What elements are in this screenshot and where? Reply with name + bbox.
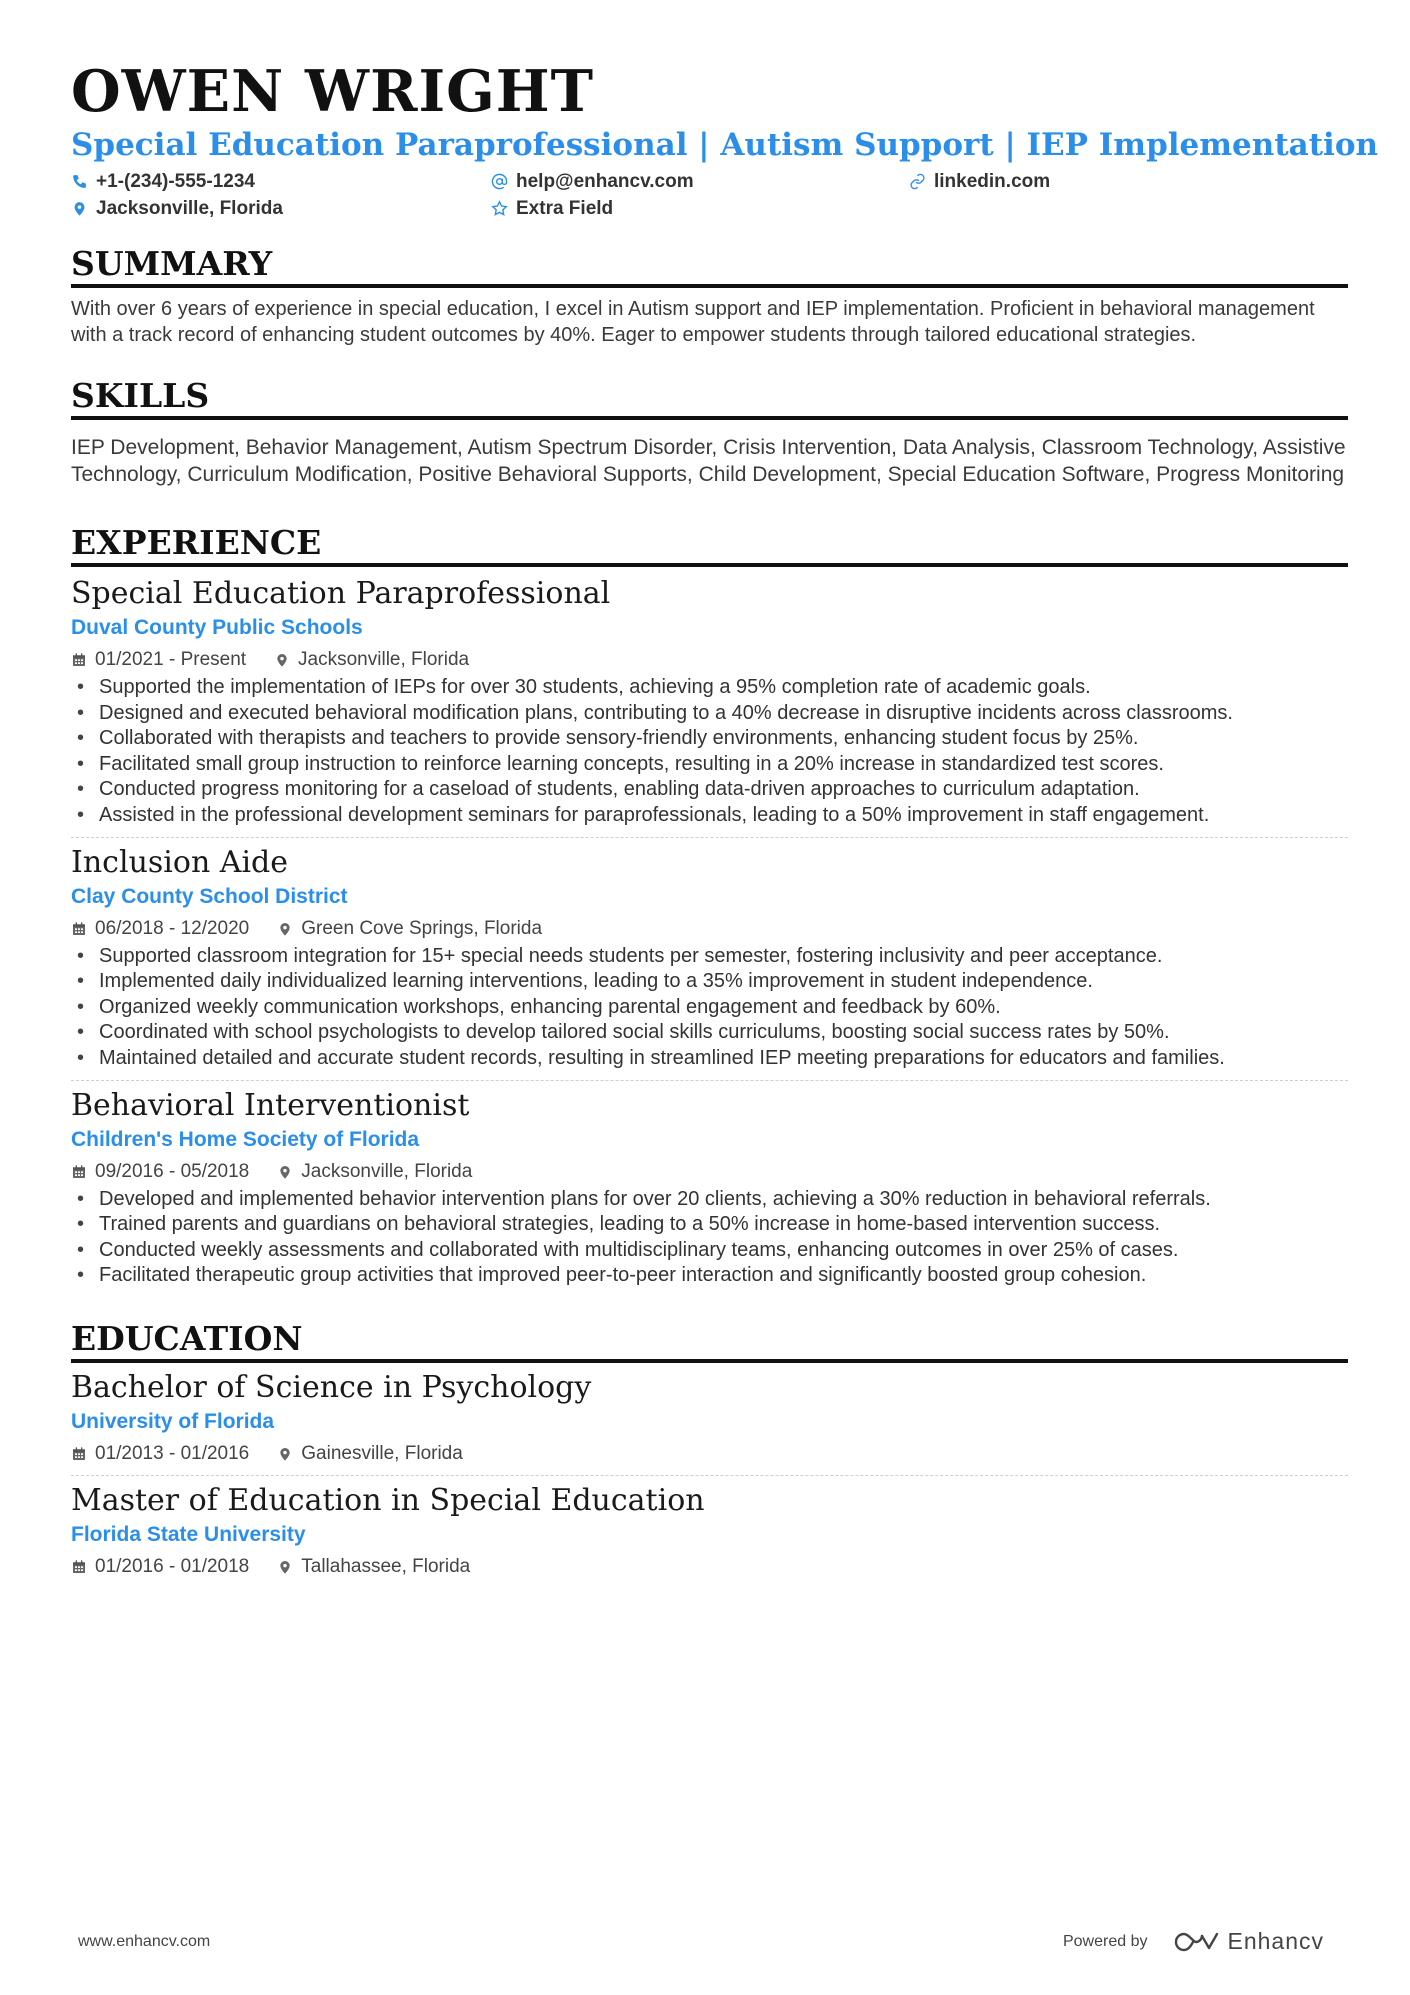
job-bullet: • Organized weekly communication workshops, enhancing parental engagement and feedback by 60%. <box>71 995 1348 1021</box>
powered-by <box>1063 1928 1324 1955</box>
enhancv-logo-icon <box>1173 1930 1219 1954</box>
job-location-text: Jacksonville, Florida <box>301 1160 473 1182</box>
education-meta <box>71 1441 1348 1467</box>
contact-extra <box>491 197 909 220</box>
job-dates <box>71 916 249 942</box>
job-bullets <box>71 944 1348 1072</box>
job-location <box>274 647 469 673</box>
job-bullet: • Supported the implementation of IEPs for over 30 students, achieving a 95% completion rate of academic goals. <box>71 675 1348 701</box>
location-pin-icon <box>277 921 293 937</box>
contact-email[interactable] <box>491 170 909 193</box>
contact-linkedin[interactable] <box>909 170 1209 193</box>
linkedin-text: linkedin.com <box>934 171 1051 192</box>
job-bullet: • Implemented daily individualized learning interventions, leading to a 35% improvement in student independence. <box>71 969 1348 995</box>
experience-section <box>71 523 1348 1289</box>
experience-entry <box>71 575 1348 838</box>
brand-name: Enhancv <box>1227 1928 1324 1954</box>
location-pin-icon <box>277 1446 293 1462</box>
education-meta <box>71 1554 1348 1580</box>
calendar-icon <box>71 1446 87 1462</box>
job-dates <box>71 1159 249 1185</box>
degree-title: Master of Education in Special Education <box>71 1482 705 1518</box>
page-footer <box>78 1928 1324 1955</box>
entry-divider <box>71 1475 1348 1476</box>
location-text: Jacksonville, Florida <box>96 198 283 219</box>
contact-phone[interactable] <box>71 170 491 193</box>
job-bullets <box>71 1187 1348 1289</box>
education-list <box>71 1369 1348 1580</box>
phone-text: +1-(234)-555-1234 <box>96 171 255 192</box>
job-meta <box>71 1159 1348 1185</box>
summary-section <box>71 244 1348 348</box>
contact-location <box>71 197 491 220</box>
job-title: Special Education Paraprofessional <box>71 576 611 611</box>
education-dates-text: 01/2013 - 01/2016 <box>95 1442 250 1464</box>
job-location-text: Green Cove Springs, Florida <box>301 917 543 939</box>
summary-text: With over 6 years of experience in special education, I excel in Autism support and IEP implementation. Proficient in behavioral management with a track record of enhancing student outcomes by 40%. Eager to empower students through tailored educational strategies. <box>71 298 1315 346</box>
job-bullet: • Conducted progress monitoring for a caseload of students, enabling data-driven approaches to curriculum adaptation. <box>71 777 1348 803</box>
job-bullet: • Supported classroom integration for 15+ special needs students per semester, fostering inclusivity and peer acceptance. <box>71 944 1348 970</box>
job-bullet: • Designed and executed behavioral modification plans, contributing to a 40% decrease in disruptive incidents across classrooms. <box>71 701 1348 727</box>
job-location-text: Jacksonville, Florida <box>298 649 470 670</box>
job-bullet: • Maintained detailed and accurate student records, resulting in streamlined IEP meeting preparations for educators and families. <box>71 1046 1348 1072</box>
contact-info <box>71 170 1348 220</box>
education-section <box>71 1319 1348 1580</box>
job-bullets <box>71 675 1348 829</box>
job-dates <box>71 647 246 673</box>
entry-divider <box>71 837 1348 838</box>
education-location <box>277 1441 463 1467</box>
education-dates-text: 01/2016 - 01/2018 <box>95 1555 250 1577</box>
education-title: EDUCATION <box>71 1319 1348 1363</box>
candidate-headline: Special Education Paraprofessional | Autism Support | IEP Implementation <box>71 127 1379 163</box>
education-dates <box>71 1441 249 1467</box>
experience-entry <box>71 844 1348 1081</box>
job-location <box>277 1159 472 1185</box>
calendar-icon <box>71 1164 87 1180</box>
at-sign-icon <box>491 173 508 190</box>
skills-title: SKILLS <box>71 376 1348 420</box>
education-entry <box>71 1369 1348 1476</box>
extra-text: Extra Field <box>516 198 614 219</box>
job-meta <box>71 916 1348 942</box>
job-bullet: • Coordinated with school psychologists to develop tailored social skills curriculums, boosting social success rates by 50%. <box>71 1020 1348 1046</box>
job-dates-text: 09/2016 - 05/2018 <box>95 1160 250 1182</box>
employer-name: Clay County School District <box>71 884 348 908</box>
education-entry <box>71 1482 1348 1580</box>
school-name: University of Florida <box>71 1409 275 1433</box>
education-location-text: Tallahassee, Florida <box>301 1555 471 1577</box>
email-text: help@enhancv.com <box>516 171 694 192</box>
job-meta <box>71 647 1348 673</box>
phone-icon <box>71 173 88 190</box>
job-bullet: • Trained parents and guardians on behavioral strategies, leading to a 50% increase in home-based intervention success. <box>71 1212 1348 1238</box>
job-title: Behavioral Interventionist <box>71 1087 470 1123</box>
employer-name: Children's Home Society of Florida <box>71 1127 420 1151</box>
link-icon <box>909 173 926 190</box>
location-pin-icon <box>277 1559 293 1575</box>
skills-text: IEP Development, Behavior Management, Autism Spectrum Disorder, Crisis Intervention, Data Analysis, Classroom Technology, Assistive Technology, Curriculum Modification, Positive Behavioral Supports, Child Development, Special Education Software, Progress Monitoring <box>71 436 1346 486</box>
job-bullet: • Collaborated with therapists and teachers to provide sensory-friendly environments, enhancing student focus by 25%. <box>71 726 1348 752</box>
school-name: Florida State University <box>71 1522 306 1546</box>
degree-title: Bachelor of Science in Psychology <box>71 1369 592 1405</box>
education-dates <box>71 1554 249 1580</box>
experience-list <box>71 575 1348 1289</box>
job-dates-text: 01/2021 - Present <box>95 649 247 670</box>
candidate-name: OWEN WRIGHT <box>71 58 595 125</box>
job-bullet: • Developed and implemented behavior intervention plans for over 20 clients, achieving a 30% reduction in behavioral referrals. <box>71 1187 1348 1213</box>
calendar-icon <box>71 652 87 668</box>
brand-logo[interactable] <box>1173 1928 1324 1955</box>
location-pin-icon <box>71 200 88 217</box>
job-location <box>277 916 542 942</box>
skills-section <box>71 376 1348 488</box>
experience-entry <box>71 1087 1348 1289</box>
entry-divider <box>71 1080 1348 1081</box>
job-title: Inclusion Aide <box>71 844 289 880</box>
location-pin-icon <box>274 652 290 668</box>
powered-by-label: Powered by <box>1062 1932 1148 1950</box>
job-bullet: • Facilitated small group instruction to reinforce learning concepts, resulting in a 20% increase in standardized test scores. <box>71 752 1348 778</box>
summary-title: SUMMARY <box>71 244 1348 288</box>
employer-name: Duval County Public Schools <box>71 616 363 639</box>
job-bullet: • Facilitated therapeutic group activities that improved peer-to-peer interaction and significantly boosted group cohesion. <box>71 1263 1348 1289</box>
star-icon <box>491 200 508 217</box>
job-dates-text: 06/2018 - 12/2020 <box>95 917 250 939</box>
job-bullet: • Assisted in the professional development seminars for paraprofessionals, leading to a 50% improvement in staff engagement. <box>71 803 1348 829</box>
calendar-icon <box>71 921 87 937</box>
experience-title: EXPERIENCE <box>71 523 1348 567</box>
education-location-text: Gainesville, Florida <box>301 1442 463 1464</box>
location-pin-icon <box>277 1164 293 1180</box>
calendar-icon <box>71 1559 87 1575</box>
footer-url[interactable]: www.enhancv.com <box>78 1932 211 1950</box>
education-location <box>277 1554 470 1580</box>
job-bullet: • Conducted weekly assessments and collaborated with multidisciplinary teams, enhancing outcomes in over 25% of cases. <box>71 1238 1348 1264</box>
